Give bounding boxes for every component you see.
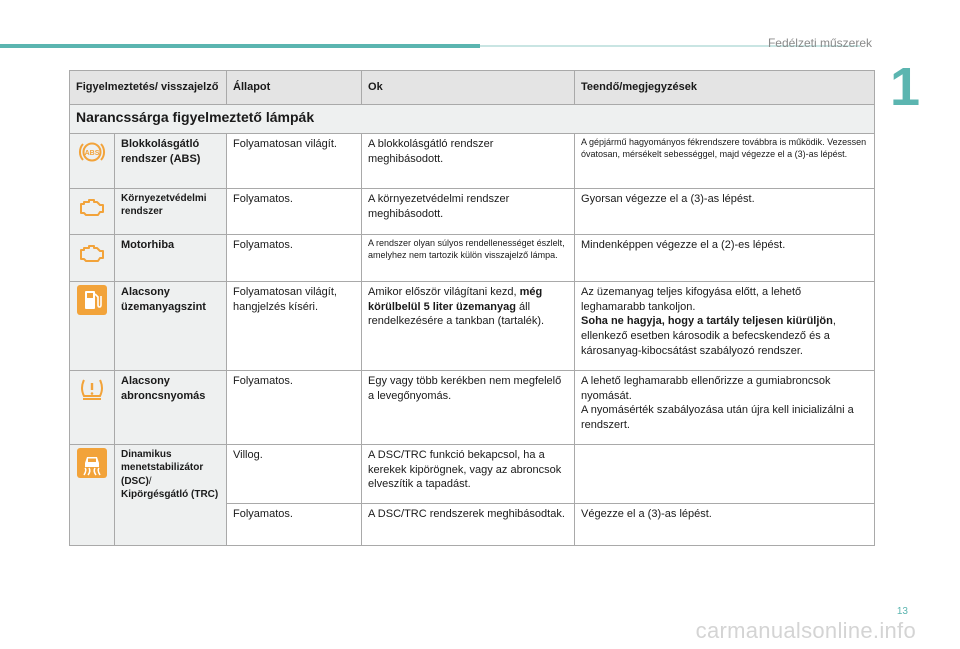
row-action: Végezze el a (3)-as lépést. bbox=[575, 504, 875, 546]
group-title: Narancssárga figyelmeztető lámpák bbox=[70, 105, 875, 134]
col-header-cause: Ok bbox=[362, 71, 575, 105]
table-row bbox=[70, 134, 875, 189]
header-accent-bar bbox=[0, 44, 480, 48]
section-title: Fedélzeti műszerek bbox=[767, 36, 872, 50]
row-name: Alacsony üzemanyagszint bbox=[115, 282, 227, 371]
row-action: Az üzemanyag teljes kifogyása előtt, a lehető leghamarabb tankoljon. Soha ne hagyja, hogy a tartály teljesen kiürüljön, ellenkező esetben károsodik a befecskendező és a károsanyag-kibocsátást szabályozó rendszer. bbox=[575, 282, 875, 371]
table-row bbox=[70, 189, 875, 235]
engine-icon bbox=[77, 192, 107, 222]
row-action: A lehető leghamarabb ellenőrizze a gumiabroncsok nyomását. A nyomásérték szabályozása után újra kell inicializálni a rendszert. bbox=[575, 371, 875, 445]
chapter-number: 1 bbox=[889, 57, 920, 117]
row-cause: Egy vagy több kerékben nem megfelelő a levegőnyomás. bbox=[362, 371, 575, 445]
warning-lamps-table bbox=[69, 70, 875, 546]
abs-icon bbox=[77, 137, 107, 167]
row-name: Dinamikus menetstabilizátor (DSC)/ Kipörgésgátló (TRC) bbox=[115, 445, 227, 546]
engine-icon bbox=[77, 238, 107, 268]
page-number: 13 bbox=[896, 606, 908, 617]
col-header-warning: Figyelmeztetés/ visszajelző bbox=[70, 71, 227, 105]
svg-text:ABS: ABS bbox=[84, 150, 100, 157]
row-name: Környezetvédelmi rendszer bbox=[115, 189, 227, 235]
table-row bbox=[70, 371, 875, 445]
row-name: Blokkolásgátló rendszer (ABS) bbox=[115, 134, 227, 189]
row-state: Folyamatos. bbox=[227, 504, 362, 546]
tyre-pressure-icon bbox=[77, 374, 107, 404]
col-header-state: Állapot bbox=[227, 71, 362, 105]
row-cause: A környezetvédelmi rendszer meghibásodott. bbox=[362, 189, 575, 235]
row-name: Alacsony abroncsnyomás bbox=[115, 371, 227, 445]
row-state: Folyamatosan világít. bbox=[227, 134, 362, 189]
row-cause: A blokkolásgátló rendszer meghibásodott. bbox=[362, 134, 575, 189]
row-name: Motorhiba bbox=[115, 235, 227, 282]
row-cause: A rendszer olyan súlyos rendellenességet észlelt, amelyhez nem tartozik külön visszajelző lámpa. bbox=[362, 235, 575, 282]
row-state: Folyamatos. bbox=[227, 371, 362, 445]
fuel-pump-icon bbox=[77, 285, 107, 315]
row-action bbox=[575, 445, 875, 504]
row-state: Folyamatos. bbox=[227, 189, 362, 235]
table-row bbox=[70, 235, 875, 282]
row-action: A gépjármű hagyományos fékrendszere továbbra is működik. Vezessen óvatosan, mérsékelt sebességgel, majd végezze el a (3)-as lépést. bbox=[575, 134, 875, 189]
row-cause: A DSC/TRC rendszerek meghibásodtak. bbox=[362, 504, 575, 546]
row-state: Villog. bbox=[227, 445, 362, 504]
table-header-row bbox=[70, 71, 875, 105]
watermark: carmanualsonline.info bbox=[695, 618, 916, 643]
row-cause: Amikor először világítani kezd, még körülbelül 5 liter üzemanyag áll rendelkezésére a tankban (tartalék). bbox=[362, 282, 575, 371]
skid-car-icon bbox=[77, 448, 107, 478]
row-action: Mindenképpen végezze el a (2)-es lépést. bbox=[575, 235, 875, 282]
row-action: Gyorsan végezze el a (3)-as lépést. bbox=[575, 189, 875, 235]
group-row bbox=[70, 105, 875, 134]
row-cause: A DSC/TRC funkció bekapcsol, ha a kerekek kipörögnek, vagy az abroncsok elveszítik a tapadást. bbox=[362, 445, 575, 504]
row-state: Folyamatos. bbox=[227, 235, 362, 282]
table-row bbox=[70, 445, 875, 504]
col-header-action: Teendő/megjegyzések bbox=[575, 71, 875, 105]
row-state: Folyamatosan világít, hangjelzés kíséri. bbox=[227, 282, 362, 371]
table-row bbox=[70, 282, 875, 371]
